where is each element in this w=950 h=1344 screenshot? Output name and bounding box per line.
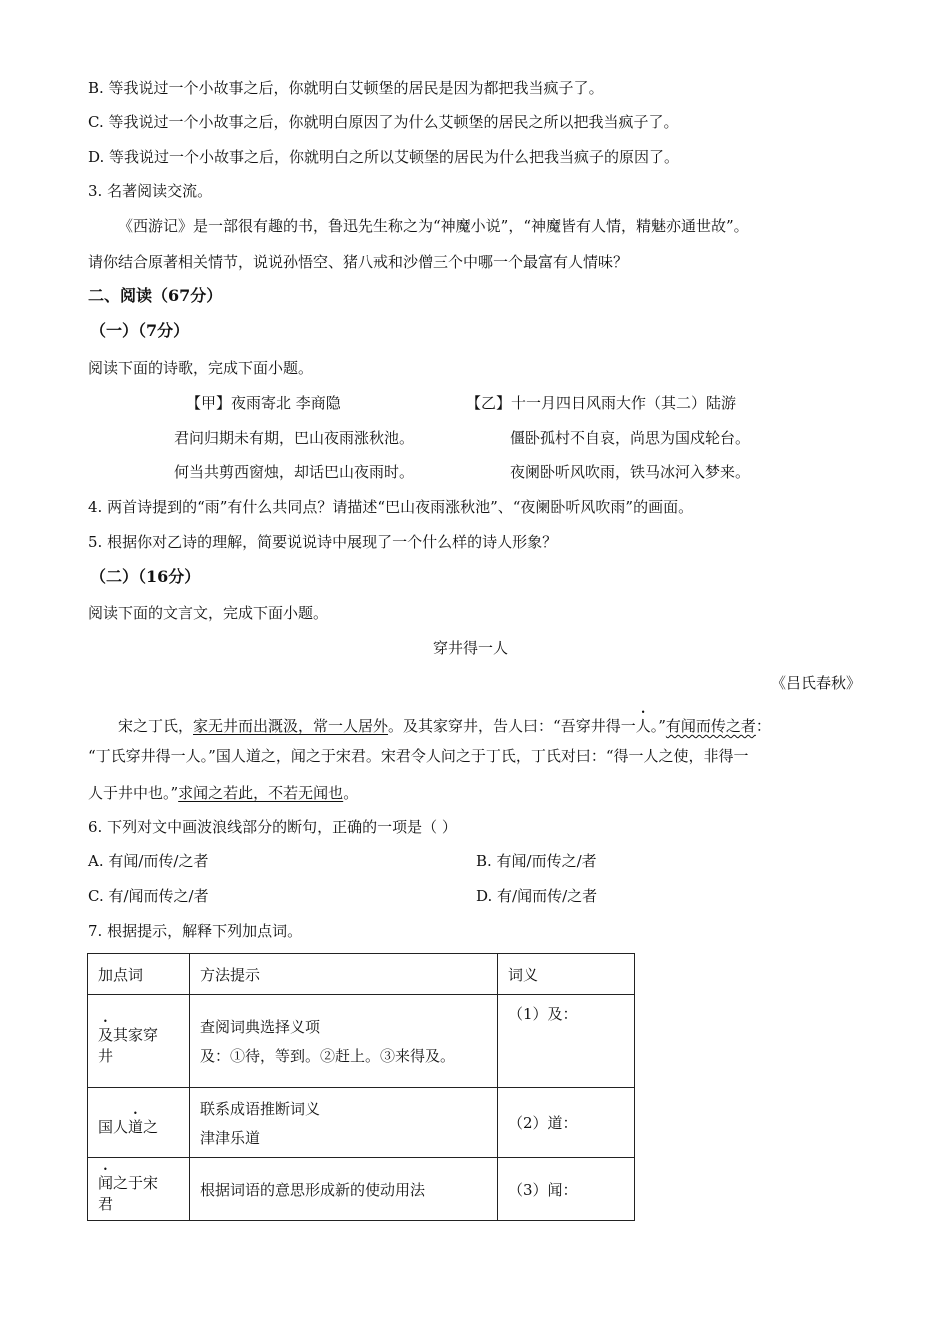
meaning-cell[interactable]: （2）道： — [498, 1088, 635, 1158]
dotted-char: 道 — [128, 1117, 144, 1136]
wavy-phrase: 有闻而传之者 — [665, 717, 756, 735]
question-6-option-a: A. 有闻/而传/之者 — [88, 852, 209, 870]
subsection-1-title: （一）（7分） — [90, 321, 190, 340]
table-header-row — [88, 954, 635, 995]
question-3-text: 《西游记》是一部很有趣的书，鲁迅先生称之为“神魔小说”，“神魔皆有人情，精魅亦通世故”。 — [118, 217, 749, 235]
poem-a-line-1: 君问归期未有期，巴山夜雨涨秋池。 — [174, 429, 415, 447]
question-3: 3. 名著阅读交流。 — [88, 182, 213, 200]
table-row — [88, 1088, 635, 1158]
option-c: C. 等我说过一个小故事之后，你就明白原因了为什么艾顿堡的居民之所以把我当疯子了。 — [88, 113, 679, 131]
method-cell: 联系成语推断词义 津津乐道 — [190, 1088, 498, 1158]
vocab-table — [87, 953, 635, 1221]
subsection-2-title: （二）（16分） — [90, 567, 201, 586]
underlined-phrase-2: 求闻之若此，不若无闻也 — [178, 784, 344, 802]
underlined-phrase-1: 家无井而出溉汲，常一人居外 — [193, 717, 389, 735]
table-row — [88, 995, 635, 1088]
question-4: 4. 两首诗提到的“雨”有什么共同点？请描述“巴山夜雨涨秋池”、“夜阑卧听风吹雨”的画面。 — [88, 498, 694, 516]
header-meaning: 词义 — [498, 954, 635, 995]
text-title: 穿井得一人 — [433, 639, 509, 657]
table-row — [88, 1158, 635, 1221]
dotted-char: 及 — [98, 1025, 114, 1044]
header-word: 加点词 — [88, 954, 190, 995]
poem-b-title: 【乙】十一月四日风雨大作（其二）陆游 — [466, 394, 737, 412]
section-2-title: 二、阅读（67分） — [88, 286, 223, 305]
poem-a-line-2: 何当共剪西窗烛，却话巴山夜雨时。 — [174, 463, 415, 481]
poem-b-line-2: 夜阑卧听风吹雨，铁马冰河入梦来。 — [510, 463, 751, 481]
question-6-option-d: D. 有/闻而传/之者 — [476, 887, 598, 905]
question-6-option-c: C. 有/闻而传之/者 — [88, 887, 209, 905]
meaning-cell[interactable]: （3）闻： — [498, 1158, 635, 1221]
passage-line-2: “丁氏穿井得一人。”国人道之，闻之于宋君。宋君令人问之于丁氏，丁氏对曰：“得一人之使，非得一 — [88, 747, 749, 765]
option-b: B. 等我说过一个小故事之后，你就明白艾顿堡的居民是因为都把我当疯子了。 — [88, 79, 604, 97]
dotted-char-ren: 人 — [635, 717, 651, 735]
question-5: 5. 根据你对乙诗的理解，简要说说诗中展现了一个什么样的诗人形象？ — [88, 533, 558, 551]
method-cell: 查阅词典选择义项 及：①待，等到。②赶上。③来得及。 — [190, 995, 498, 1088]
question-6: 6. 下列对文中画波浪线部分的断句，正确的一项是（ ） — [88, 818, 457, 836]
word-cell: 及其家穿 井 — [88, 995, 190, 1088]
intro-poem: 阅读下面的诗歌，完成下面小题。 — [88, 359, 314, 377]
word-cell: 国人道之 — [88, 1088, 190, 1158]
question-3-prompt: 请你结合原著相关情节，说说孙悟空、猪八戒和沙僧三个中哪一个最富有人情味？ — [88, 253, 629, 271]
intro-classical: 阅读下面的文言文，完成下面小题。 — [88, 604, 329, 622]
header-method: 方法提示 — [190, 954, 498, 995]
method-cell: 根据词语的意思形成新的使动用法 — [190, 1158, 498, 1221]
passage-line-3: 人于井中也。”求闻之若此，不若无闻也。 — [88, 784, 359, 802]
passage-line-1: 宋之丁氏，家无井而出溉汲，常一人居外。及其家穿井，告人曰：“吾穿井得一人。”有闻而传之者： — [118, 717, 771, 735]
question-6-option-b: B. 有闻/而传之/者 — [476, 852, 597, 870]
meaning-cell[interactable]: （1）及： — [498, 995, 635, 1088]
option-d: D. 等我说过一个小故事之后，你就明白之所以艾顿堡的居民为什么把我当疯子的原因了。 — [88, 148, 680, 166]
text-source: 《吕氏春秋》 — [771, 674, 862, 692]
question-7: 7. 根据提示，解释下列加点词。 — [88, 922, 303, 940]
poem-a-title: 【甲】夜雨寄北 李商隐 — [186, 394, 341, 412]
poem-b-line-1: 僵卧孤村不自哀，尚思为国戍轮台。 — [510, 429, 751, 447]
dotted-char: 闻 — [98, 1173, 114, 1192]
word-cell: 闻之于宋 君 — [88, 1158, 190, 1221]
